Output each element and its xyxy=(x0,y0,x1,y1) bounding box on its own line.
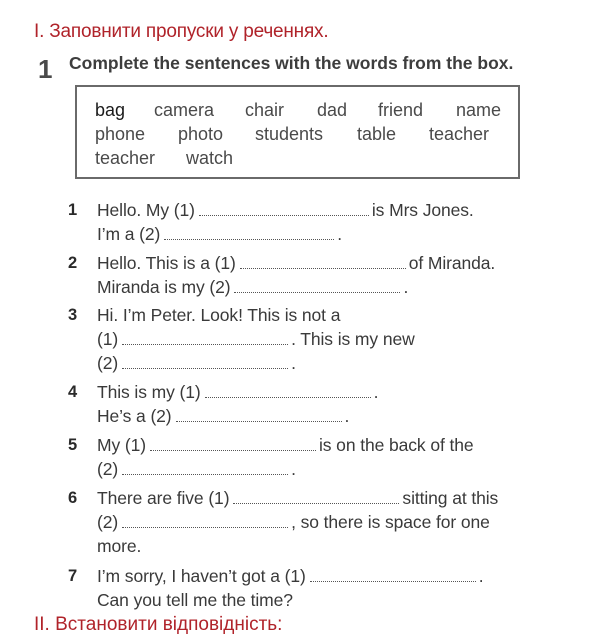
answer-blank[interactable] xyxy=(150,436,316,451)
sentence-text: Hi. I’m Peter. Look! This is not a xyxy=(97,305,341,325)
sentence-line xyxy=(97,406,349,427)
sentence-text: Can you tell me the time? xyxy=(97,590,293,610)
sentence-text: sitting at this xyxy=(402,488,499,508)
sentence-line xyxy=(97,382,378,403)
word-dad: dad xyxy=(317,100,348,120)
sentence-text: . xyxy=(291,353,296,373)
sentence-line xyxy=(97,512,490,533)
sentence-line xyxy=(97,536,141,557)
word-teacher-2: teacher xyxy=(95,148,156,168)
item-number: 7 xyxy=(68,567,78,585)
sentence-text: . This is my new xyxy=(291,329,415,349)
answer-blank[interactable] xyxy=(199,201,369,216)
sentence-text: My (1) xyxy=(97,435,146,455)
word-bag: bag xyxy=(95,100,126,120)
word-chair: chair xyxy=(245,100,285,120)
sentence-text: I’m sorry, I haven’t got a (1) xyxy=(97,566,306,586)
sentence-line xyxy=(97,353,296,374)
word-phone: phone xyxy=(95,124,146,144)
sentence-text: . xyxy=(403,277,409,297)
sentence-line xyxy=(97,277,408,298)
word-watch: watch xyxy=(186,148,234,168)
item-number: 4 xyxy=(68,383,78,401)
answer-blank[interactable] xyxy=(122,354,288,369)
item-number: 2 xyxy=(68,254,78,272)
item-number: 6 xyxy=(68,489,78,507)
sentence-text: . xyxy=(344,406,350,426)
sentence-line xyxy=(97,459,296,480)
exercise-number: 1 xyxy=(38,54,53,84)
sentence-text: (2) xyxy=(97,459,119,479)
sentence-line xyxy=(97,566,483,587)
word-photo: photo xyxy=(178,124,224,144)
answer-blank[interactable] xyxy=(122,460,288,475)
sentence-text: (2) xyxy=(97,353,119,373)
sentence-text: Hello. This is a (1) xyxy=(97,253,236,273)
sentence-line xyxy=(97,200,474,221)
sentence-text: is on the back of the xyxy=(318,435,474,455)
exercise-title: Complete the sentences with the words from the box. xyxy=(69,53,514,73)
item-number: 1 xyxy=(68,201,78,219)
answer-blank[interactable] xyxy=(122,513,288,528)
answer-blank[interactable] xyxy=(164,225,334,240)
section-2-heading: II. Встановити відповідність: xyxy=(34,614,283,635)
sentence-line xyxy=(97,253,495,274)
item-number: 5 xyxy=(68,436,78,454)
sentence-text: He’s a (2) xyxy=(97,406,172,426)
word-box xyxy=(75,85,520,179)
sentence-text: There are five (1) xyxy=(97,488,230,508)
sentence-text: I’m a (2) xyxy=(97,224,161,244)
sentence-text: (1) xyxy=(97,329,119,349)
sentence-text: more. xyxy=(97,536,142,556)
sentence-text: This is my (1) xyxy=(97,382,201,402)
answer-blank[interactable] xyxy=(122,330,288,345)
sentence-text: . xyxy=(291,459,296,479)
word-friend: friend xyxy=(378,100,424,120)
sentence-text: . xyxy=(337,224,343,244)
sentence-text: . xyxy=(478,566,484,586)
word-students: students xyxy=(255,124,324,144)
sentence-text: , so there is space for one xyxy=(291,512,490,532)
sentence-line xyxy=(97,435,474,456)
sentence-line xyxy=(97,305,340,326)
section-1-heading: I. Заповнити пропуски у реченнях. xyxy=(34,21,329,42)
sentence-text: . xyxy=(373,382,379,402)
sentence-text: of Miranda. xyxy=(408,253,496,273)
item-number: 3 xyxy=(68,306,78,324)
answer-blank[interactable] xyxy=(176,407,342,422)
answer-blank[interactable] xyxy=(240,254,406,269)
sentence-line xyxy=(97,329,415,350)
word-camera: camera xyxy=(154,100,215,120)
sentence-line xyxy=(97,488,498,509)
sentence-text: is Mrs Jones. xyxy=(371,200,474,220)
answer-blank[interactable] xyxy=(234,278,400,293)
sentence-text: (2) xyxy=(97,512,119,532)
answer-blank[interactable] xyxy=(310,567,476,582)
sentence-line xyxy=(97,590,293,611)
word-teacher: teacher xyxy=(429,124,490,144)
sentence-text: Miranda is my (2) xyxy=(97,277,231,297)
word-name: name xyxy=(456,100,502,120)
word-table: table xyxy=(357,124,397,144)
answer-blank[interactable] xyxy=(205,383,371,398)
sentence-text: Hello. My (1) xyxy=(97,200,195,220)
sentence-line xyxy=(97,224,342,245)
answer-blank[interactable] xyxy=(233,489,399,504)
